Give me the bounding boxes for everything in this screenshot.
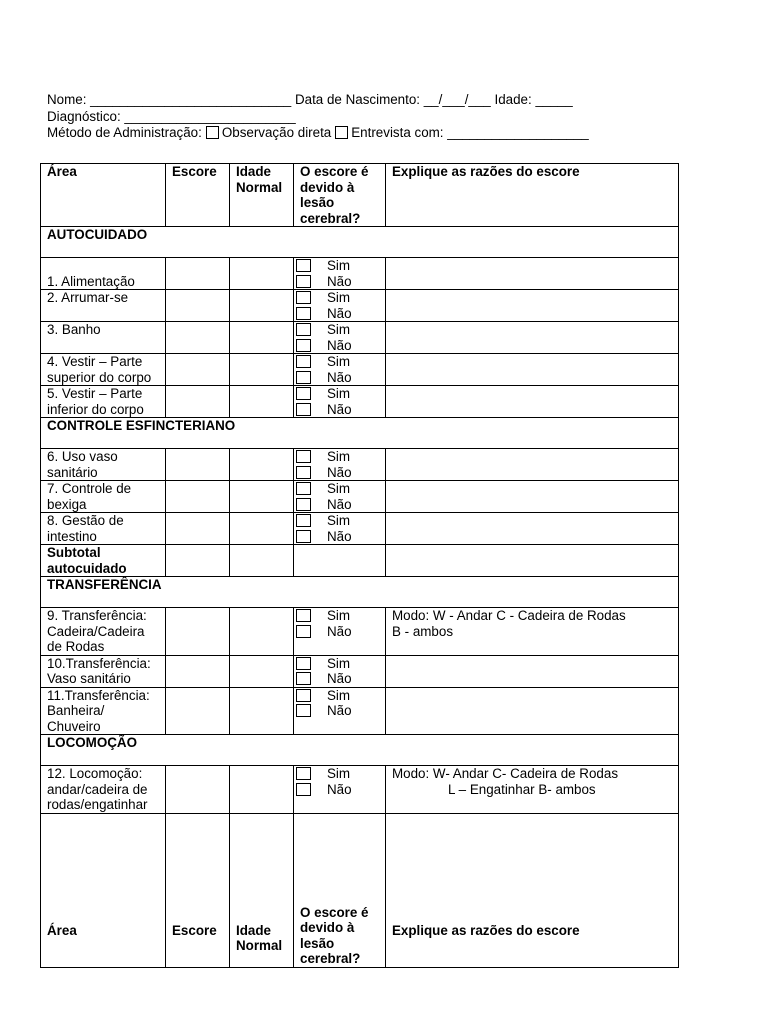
normal-age-cell[interactable]	[230, 608, 294, 656]
item-label: 8. Gestão de intestino	[41, 513, 166, 545]
modo-line-2: B - ambos	[392, 623, 454, 639]
sim-checkbox[interactable]	[296, 355, 311, 368]
explanation-cell[interactable]	[386, 481, 679, 513]
sim-checkbox[interactable]	[296, 387, 311, 400]
yes-no-cell	[294, 655, 386, 687]
col-idade-normal: Idade Normal	[230, 164, 294, 227]
sim-label: Sim	[327, 354, 351, 369]
header-line-3	[47, 125, 589, 142]
yes-no-cell	[294, 766, 386, 814]
item-label: 10.Transferência: Vaso sanitário	[41, 655, 166, 687]
dob-label: Data de Nascimento:	[291, 92, 424, 107]
sim-checkbox[interactable]	[296, 689, 311, 702]
item-label: 5. Vestir – Parte inferior do corpo	[41, 386, 166, 418]
item-label: 6. Uso vaso sanitário	[41, 449, 166, 481]
score-cell[interactable]	[166, 655, 230, 687]
nao-label: Não	[327, 528, 352, 544]
explanation-cell[interactable]	[386, 608, 679, 656]
col-escore: Escore	[166, 813, 230, 967]
normal-age-cell[interactable]	[230, 766, 294, 814]
section-autocuidado: AUTOCUIDADO	[41, 227, 679, 258]
nao-checkbox[interactable]	[296, 530, 311, 543]
col-area: Área	[41, 813, 166, 967]
sim-checkbox[interactable]	[296, 482, 311, 495]
item-label: 1. Alimentação	[41, 258, 166, 290]
nao-label: Não	[327, 703, 352, 718]
section-row	[41, 227, 679, 258]
table-row	[41, 513, 679, 545]
section-row	[41, 418, 679, 449]
nao-checkbox[interactable]	[296, 466, 311, 479]
entrevista-field[interactable]: ___________________	[447, 125, 589, 140]
subtotal-label: Subtotal autocuidado	[41, 545, 166, 577]
sim-label: Sim	[327, 290, 351, 305]
repeat-header-row	[41, 813, 679, 967]
nao-label: Não	[327, 273, 352, 289]
nao-checkbox[interactable]	[296, 498, 311, 511]
item-label: 9. Transferência: Cadeira/Cadeira de Rodas	[41, 608, 166, 656]
item-label: 4. Vestir – Parte superior do corpo	[41, 354, 166, 386]
header-line-2	[47, 109, 589, 126]
item-label: 2. Arrumar-se	[41, 290, 166, 322]
normal-age-cell[interactable]	[230, 386, 294, 418]
yes-no-cell	[294, 608, 386, 656]
col-lesao: O escore é devido à lesão cerebral?	[294, 164, 386, 227]
yes-no-cell	[294, 481, 386, 513]
nao-label: Não	[327, 401, 352, 417]
score-cell[interactable]	[166, 608, 230, 656]
explanation-cell[interactable]	[386, 290, 679, 322]
nao-checkbox[interactable]	[296, 275, 311, 288]
explanation-cell[interactable]	[386, 354, 679, 386]
sim-checkbox[interactable]	[296, 291, 311, 304]
explanation-cell[interactable]	[386, 545, 679, 577]
col-lesao: O escore é devido à lesão cerebral?	[294, 813, 386, 967]
sim-checkbox[interactable]	[296, 514, 311, 527]
score-cell[interactable]	[166, 290, 230, 322]
entrevista-checkbox[interactable]	[335, 126, 348, 139]
sim-label: Sim	[327, 655, 351, 671]
nao-label: Não	[327, 781, 352, 797]
col-area: Área	[41, 164, 166, 227]
nao-label: Não	[327, 464, 352, 480]
table-row	[41, 354, 679, 386]
sim-checkbox[interactable]	[296, 767, 311, 780]
form-header	[47, 92, 589, 142]
sim-label: Sim	[327, 687, 351, 703]
score-cell[interactable]	[166, 258, 230, 290]
explanation-cell[interactable]	[386, 386, 679, 418]
yes-no-cell	[294, 258, 386, 290]
modo-line-1: Modo: W - Andar C - Cadeira de Rodas	[392, 608, 626, 623]
yes-no-cell	[294, 687, 386, 735]
yes-no-cell	[294, 322, 386, 354]
assessment-table	[40, 163, 679, 968]
normal-age-cell[interactable]	[230, 545, 294, 577]
normal-age-cell[interactable]	[230, 354, 294, 386]
nao-checkbox[interactable]	[296, 403, 311, 416]
lesao-cell[interactable]	[294, 545, 386, 577]
diagnostico-label: Diagnóstico:	[47, 108, 125, 124]
nao-label: Não	[327, 369, 352, 385]
normal-age-cell[interactable]	[230, 513, 294, 545]
diagnostico-field[interactable]: _______________________	[124, 108, 296, 124]
sim-checkbox[interactable]	[296, 609, 311, 622]
normal-age-cell[interactable]	[230, 655, 294, 687]
table-header-row	[41, 164, 679, 227]
normal-age-cell[interactable]	[230, 258, 294, 290]
yes-no-cell	[294, 386, 386, 418]
table-row	[41, 290, 679, 322]
sim-label: Sim	[327, 322, 351, 337]
explanation-cell[interactable]	[386, 766, 679, 814]
table-row	[41, 386, 679, 418]
entrevista-label: Entrevista com:	[351, 125, 448, 140]
explanation-cell[interactable]	[386, 322, 679, 354]
nao-label: Não	[327, 305, 352, 321]
col-idade-normal: Idade Normal	[230, 813, 294, 967]
explanation-cell[interactable]	[386, 687, 679, 735]
col-explique: Explique as razões do escore	[386, 813, 679, 967]
idade-field[interactable]: _____	[535, 92, 573, 107]
yes-no-cell	[294, 513, 386, 545]
sim-checkbox[interactable]	[296, 657, 311, 670]
section-transferencia: TRANSFERÊNCIA	[41, 577, 679, 608]
item-label: 7. Controle de bexiga	[41, 481, 166, 513]
normal-age-cell[interactable]	[230, 481, 294, 513]
nao-label: Não	[327, 337, 352, 353]
table-row	[41, 322, 679, 354]
item-label: 11.Transferência: Banheira/ Chuveiro	[41, 687, 166, 735]
sim-label: Sim	[327, 386, 351, 401]
table-row	[41, 766, 679, 814]
yes-no-cell	[294, 449, 386, 481]
yes-no-cell	[294, 354, 386, 386]
table-row	[41, 449, 679, 481]
score-cell[interactable]	[166, 766, 230, 814]
nao-checkbox[interactable]	[296, 625, 311, 638]
section-controle: CONTROLE ESFINCTERIANO	[41, 418, 679, 449]
section-row	[41, 735, 679, 766]
nao-label: Não	[327, 623, 352, 639]
explanation-cell[interactable]	[386, 655, 679, 687]
score-cell[interactable]	[166, 687, 230, 735]
nao-checkbox[interactable]	[296, 783, 311, 796]
score-cell[interactable]	[166, 322, 230, 354]
sim-checkbox[interactable]	[296, 450, 311, 463]
table-row	[41, 258, 679, 290]
header-line-1	[47, 92, 589, 109]
col-explique: Explique as razões do escore	[386, 164, 679, 227]
sim-checkbox[interactable]	[296, 259, 311, 272]
sim-label: Sim	[327, 449, 351, 464]
nome-field[interactable]: ___________________________	[90, 92, 292, 107]
explanation-cell[interactable]	[386, 258, 679, 290]
observacao-checkbox[interactable]	[206, 126, 219, 139]
nao-checkbox[interactable]	[296, 371, 311, 384]
explanation-cell[interactable]	[386, 449, 679, 481]
sim-label: Sim	[327, 258, 351, 273]
score-cell[interactable]	[166, 545, 230, 577]
nao-checkbox[interactable]	[296, 339, 311, 352]
col-escore: Escore	[166, 164, 230, 227]
modo-line-2: L – Engatinhar B- ambos	[448, 781, 596, 797]
nome-label: Nome:	[47, 92, 91, 107]
subtotal-row	[41, 545, 679, 577]
normal-age-cell[interactable]	[230, 687, 294, 735]
observacao-label: Observação direta	[221, 125, 332, 140]
normal-age-cell[interactable]	[230, 449, 294, 481]
section-row	[41, 577, 679, 608]
nao-label: Não	[327, 496, 352, 512]
item-label: 3. Banho	[41, 322, 166, 354]
explanation-cell[interactable]	[386, 513, 679, 545]
sim-label: Sim	[327, 513, 351, 528]
sim-label: Sim	[327, 481, 351, 496]
sim-label: Sim	[327, 766, 351, 781]
score-cell[interactable]	[166, 354, 230, 386]
nao-checkbox[interactable]	[296, 307, 311, 320]
nao-label: Não	[327, 671, 352, 686]
table-row	[41, 687, 679, 735]
metodo-label: Método de Administração:	[47, 125, 202, 140]
table-row	[41, 608, 679, 656]
sim-checkbox[interactable]	[296, 323, 311, 336]
idade-label: Idade:	[490, 92, 536, 107]
score-cell[interactable]	[166, 386, 230, 418]
normal-age-cell[interactable]	[230, 290, 294, 322]
table-row	[41, 655, 679, 687]
normal-age-cell[interactable]	[230, 322, 294, 354]
nao-checkbox[interactable]	[296, 672, 311, 685]
table-row	[41, 481, 679, 513]
item-label: 12. Locomoção: andar/cadeira de rodas/engatinhar	[41, 766, 166, 814]
modo-line-1: Modo: W- Andar C- Cadeira de Rodas	[392, 766, 619, 781]
score-cell[interactable]	[166, 449, 230, 481]
sim-label: Sim	[327, 608, 351, 623]
dob-field[interactable]: __/___/___	[423, 92, 491, 107]
section-locomocao: LOCOMOÇÃO	[41, 735, 679, 766]
score-cell[interactable]	[166, 513, 230, 545]
yes-no-cell	[294, 290, 386, 322]
score-cell[interactable]	[166, 481, 230, 513]
nao-checkbox[interactable]	[296, 704, 311, 717]
